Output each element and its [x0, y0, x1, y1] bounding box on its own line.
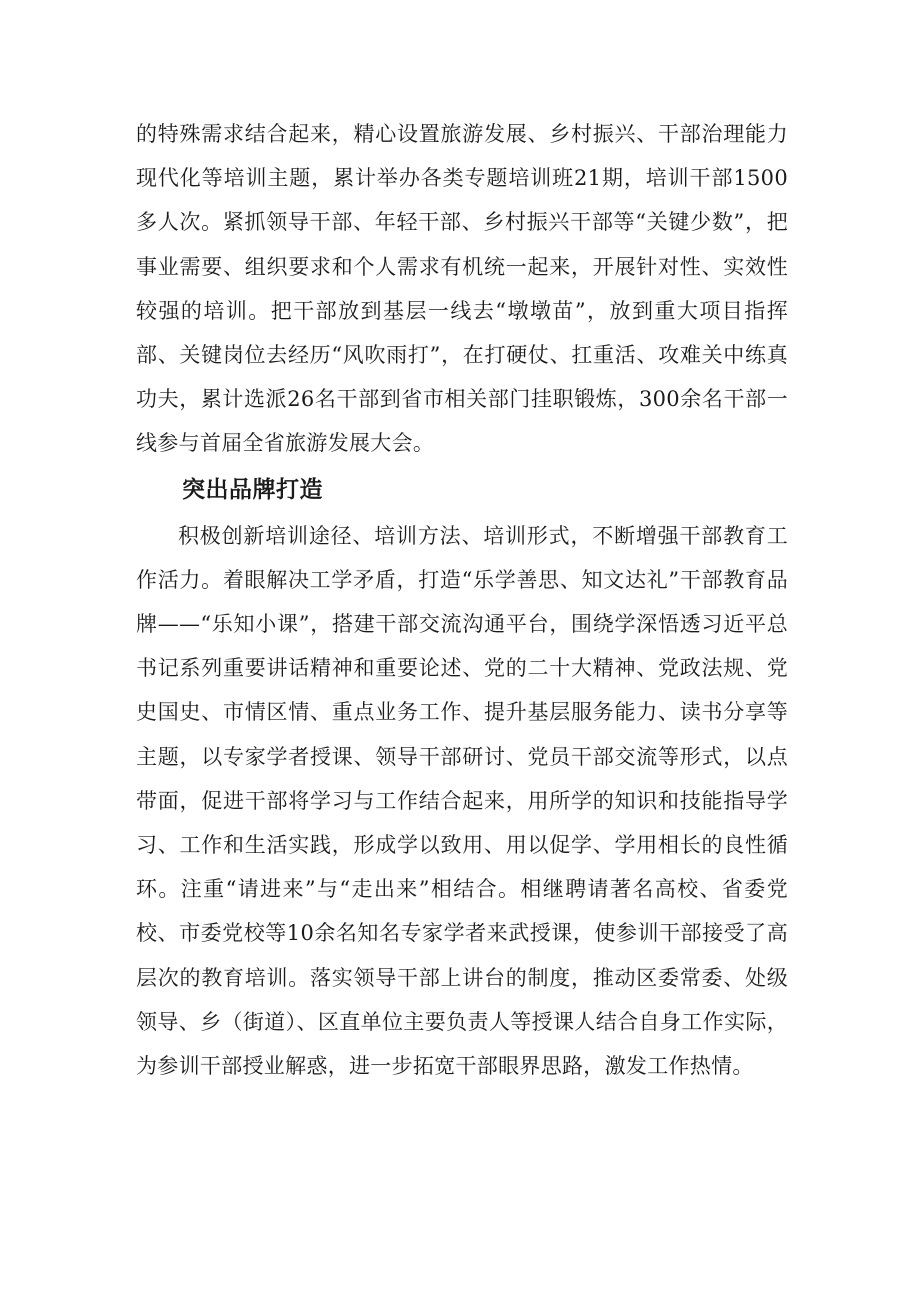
document-body: [136, 112, 788, 1088]
body-paragraph-continued: 的特殊需求结合起来，精心设置旅游发展、乡村振兴、干部治理能力现代化等培训主题，累计举办各类专题培训班21期，培训干部1500多人次。紧抓领导干部、年轻干部、乡村振兴干部等“关键少数”，把事业需要、组织要求和个人需求有机统一起来，开展针对性、实效性较强的培训。把干部放到基层一线去“墩墩苗”，放到重大项目指挥部、关键岗位去经历“风吹雨打”，在打硬仗、扛重活、攻难关中练真功夫，累计选派26名干部到省市相关部门挂职锻炼，300余名干部一线参与首届全省旅游发展大会。: [136, 122, 788, 456]
body-paragraph: 积极创新培训途径、培训方法、培训形式，不断增强干部教育工作活力。着眼解决工学矛盾，打造“乐学善思、知文达礼”干部教育品牌——“乐知小课”，搭建干部交流沟通平台，围绕学深悟透习近平总书记系列重要讲话精神和重要论述、党的二十大精神、党政法规、党史国史、市情区情、重点业务工作、提升基层服务能力、读书分享等主题，以专家学者授课、领导干部研讨、党员干部交流等形式，以点带面，促进干部将学习与工作结合起来，用所学的知识和技能指导学习、工作和生活实践，形成学以致用、用以促学、学用相长的良性循环。注重“请进来”与“走出来”相结合。相继聘请著名高校、省委党校、市委党校等10余名知名专家学者来武授课，使参训干部接受了高层次的教育培训。落实领导干部上讲台的制度，推动区委常委、处级领导、乡（街道）、区直单位主要负责人等授课人结合自身工作实际，为参训干部授业解惑，进一步拓宽干部眼界思路，激发工作热情。: [136, 523, 788, 1079]
section-heading: 突出品牌打造: [182, 476, 323, 503]
